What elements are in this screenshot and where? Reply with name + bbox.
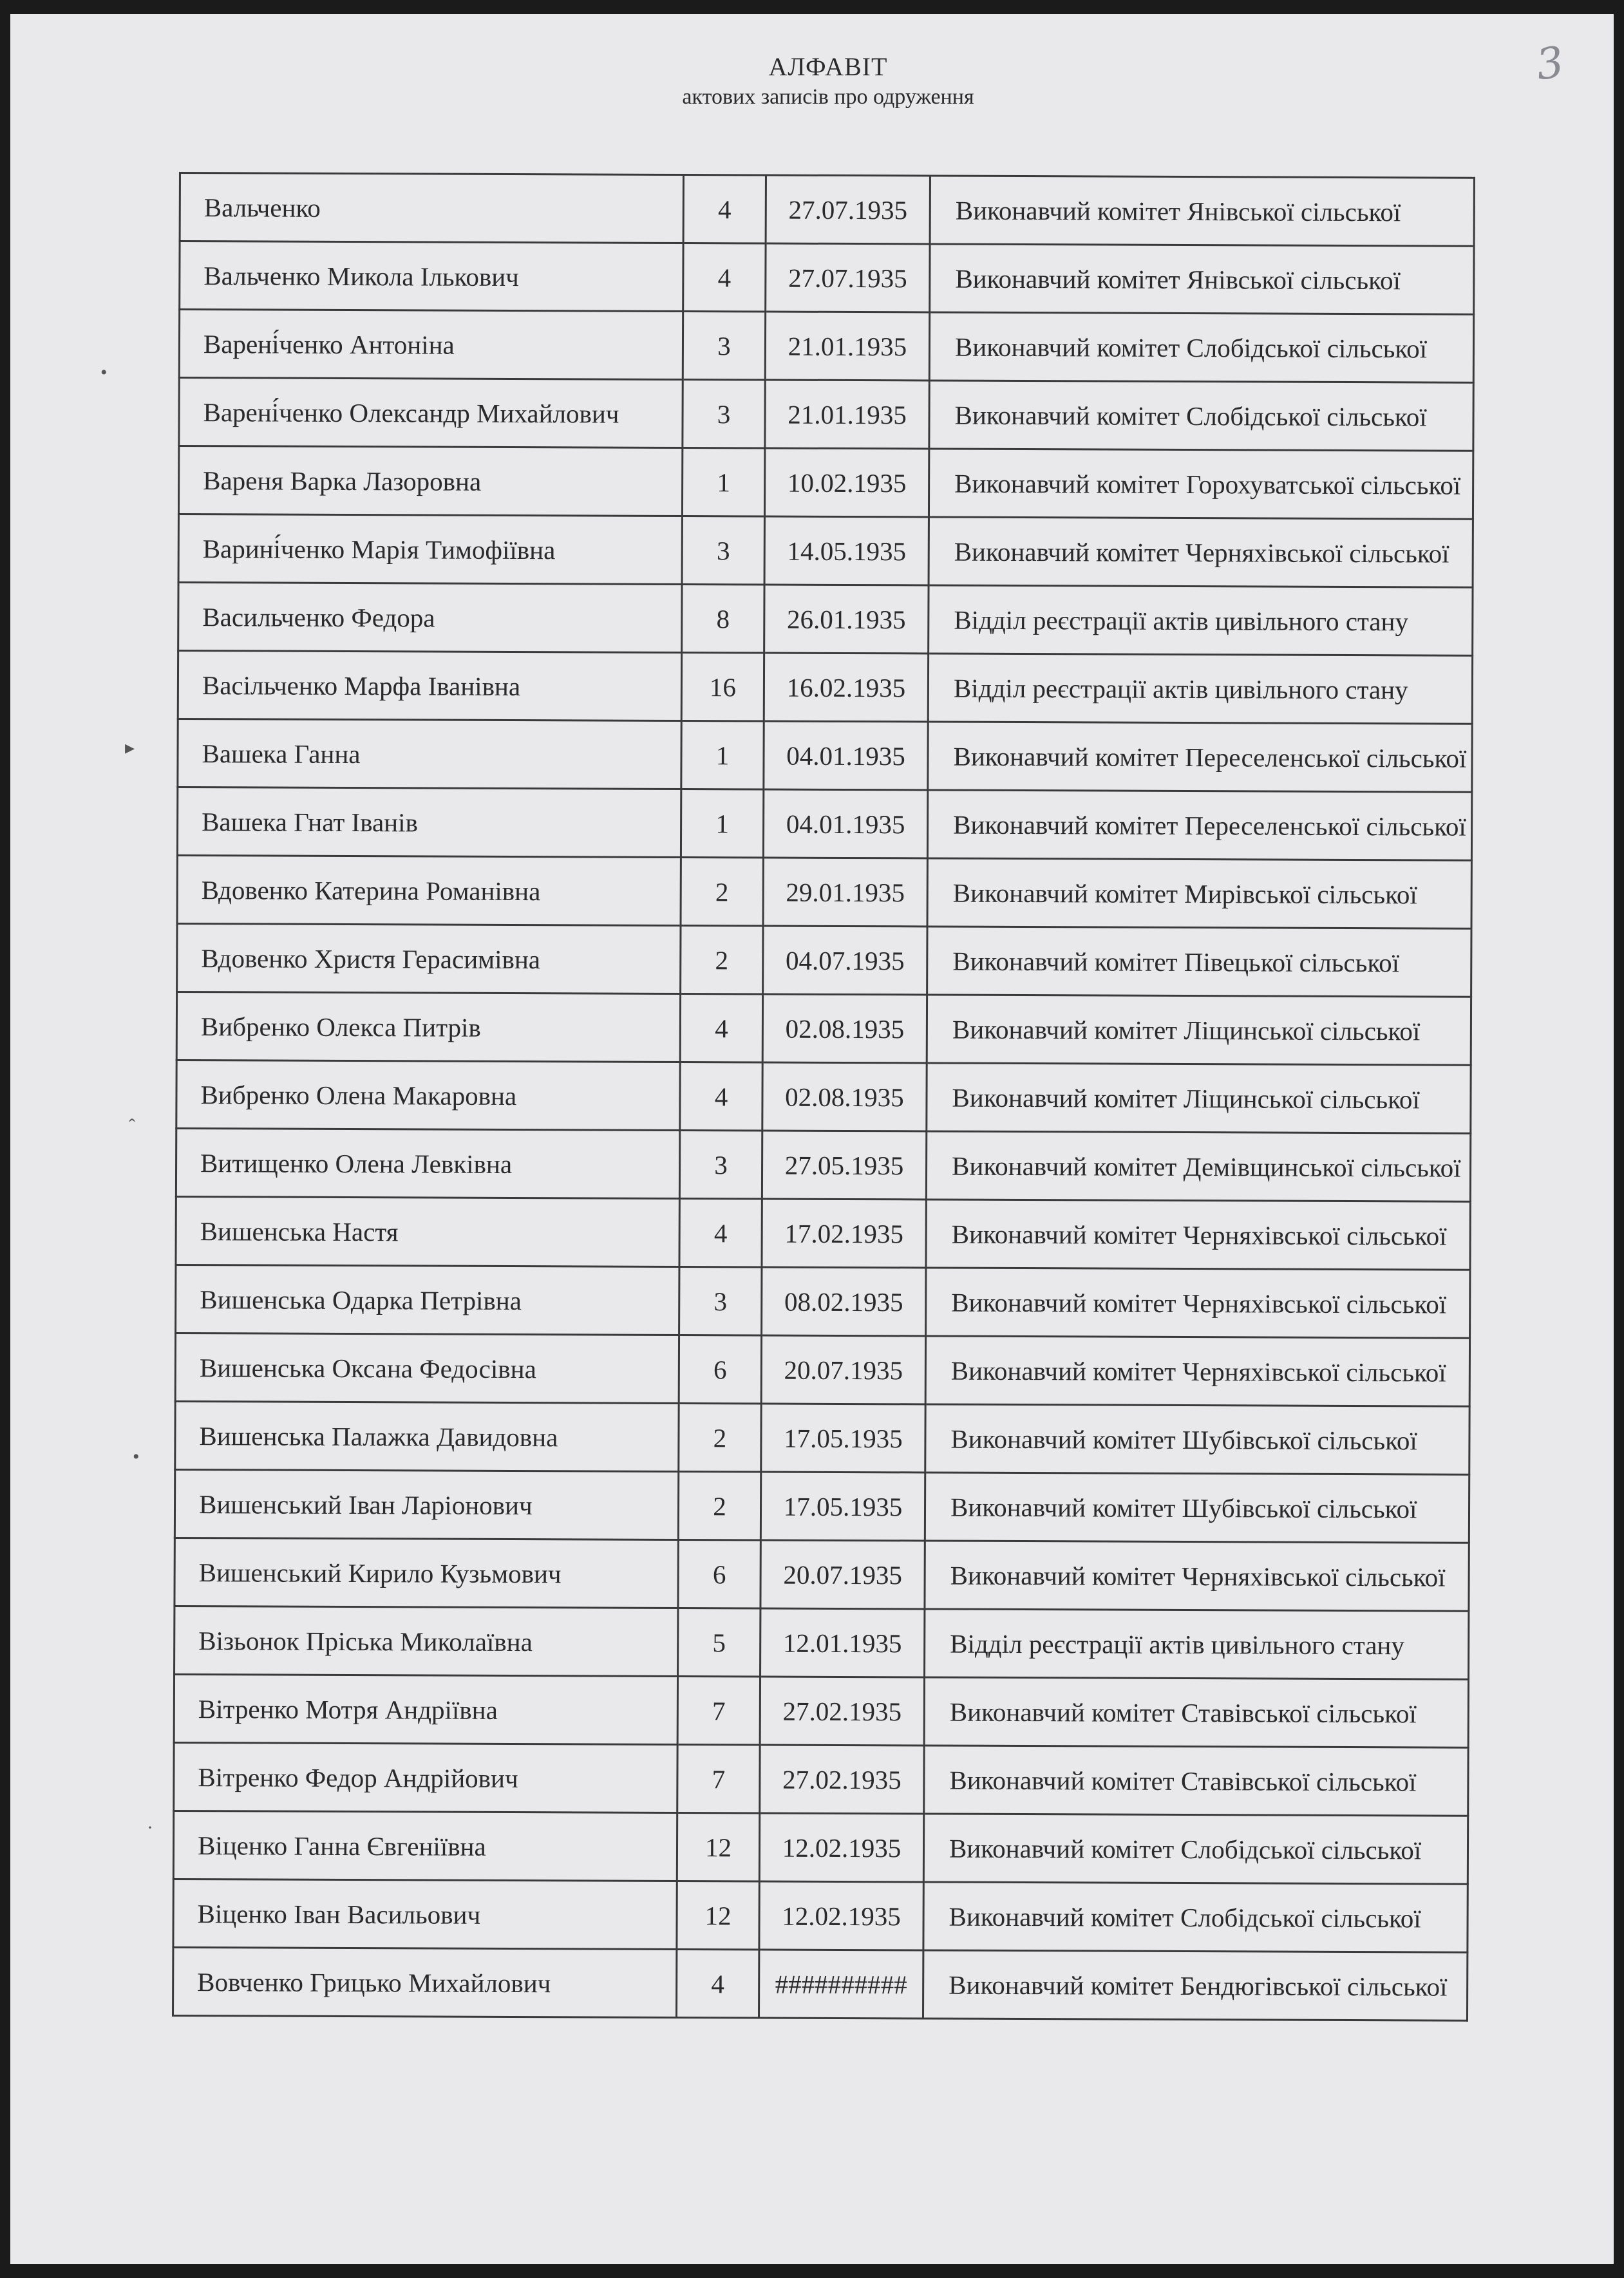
registration-date-cell: 20.07.1935 [761,1335,925,1404]
registering-authority-cell: Виконавчий комітет Шубівської сільської [925,1404,1469,1474]
surname-cell: Вашека Ганна [178,719,681,789]
record-number-cell: 4 [680,993,762,1062]
registering-authority-cell: Виконавчий комітет Переселенської сільської [927,790,1471,860]
surname-cell: Вдовенко Христя Герасимівна [177,923,681,993]
registering-authority-cell: Виконавчий комітет Янівської сільської [930,176,1474,246]
registering-authority-cell: Виконавчий комітет Горохуватської сільської [929,449,1473,519]
registration-date-cell: 27.02.1935 [760,1677,924,1746]
record-number-cell: 5 [678,1608,760,1676]
record-number-cell: 12 [677,1881,759,1949]
registration-date-cell: 27.02.1935 [760,1745,924,1814]
record-number-cell: 4 [676,1949,759,2017]
surname-cell: Васильченко Федора [178,583,682,653]
registration-date-cell: 21.01.1935 [765,312,929,381]
table-row [177,923,1471,997]
record-number-cell: 3 [679,1266,762,1335]
registration-date-cell: 17.05.1935 [761,1404,925,1473]
record-number-cell: 3 [682,516,764,585]
registration-date-cell: 17.05.1935 [760,1472,925,1541]
registration-date-cell: 10.02.1935 [764,448,929,517]
table-row [173,1947,1468,2020]
registering-authority-cell: Виконавчий комітет Півецької сільської [927,927,1471,997]
record-number-cell: 7 [677,1676,760,1744]
scan-speck: • [133,1446,140,1467]
table-row [180,241,1474,315]
registering-authority-cell: Виконавчий комітет Черняхівської сільської [925,1541,1469,1611]
surname-cell: Вибренко Олекса Питрів [176,992,680,1062]
table-row [175,1401,1469,1474]
registering-authority-cell: Виконавчий комітет Янівської сільської [930,244,1474,314]
registration-date-cell: 27.07.1935 [766,175,930,244]
record-number-cell: 3 [683,380,765,448]
registration-date-cell: 14.05.1935 [764,516,929,585]
registering-authority-cell: Виконавчий комітет Черняхівської сільської [925,1336,1469,1406]
registration-date-cell: 27.05.1935 [762,1131,926,1200]
record-number-cell: 1 [681,789,763,858]
record-number-cell: 4 [680,1062,762,1130]
record-number-cell: 1 [682,448,764,516]
surname-cell: Вишенська Одарка Петрівна [176,1265,679,1335]
record-number-cell: 7 [677,1744,760,1812]
registering-authority-cell: Виконавчий комітет Черняхівської сільської [929,517,1473,587]
record-number-cell: 6 [679,1335,761,1403]
record-number-cell: 4 [679,1198,762,1266]
record-number-cell: 3 [679,1130,762,1198]
table-row [176,1128,1470,1201]
registering-authority-cell: Відділ реєстрації актів цивільного стану [929,585,1473,655]
registering-authority-cell: Відділ реєстрації актів цивільного стану [925,1609,1469,1679]
record-number-cell: 4 [683,243,766,312]
surname-cell: Візьонок Пріська Миколаївна [175,1606,678,1676]
table-row [175,1333,1469,1406]
record-number-cell: 3 [683,312,765,380]
surname-cell: Вишенська Настя [176,1196,679,1266]
surname-cell: Вітренко Федор Андрійович [174,1742,677,1812]
registration-date-cell: ########## [759,1950,923,2019]
table-row [178,514,1473,588]
record-number-cell: 2 [678,1471,760,1539]
table-row [176,992,1471,1065]
registration-date-cell: 27.07.1935 [766,243,930,312]
surname-cell: Вовченко Грицько Михайлович [173,1947,677,2017]
surname-cell: Варені́ченко Олександр Михайлович [179,378,683,448]
table-row [178,446,1473,520]
surname-cell: Вишенська Палажка Давидовна [175,1401,679,1471]
table-row [173,1879,1468,1952]
record-number-cell: 2 [681,925,763,993]
table-row [173,1811,1468,1884]
registration-date-cell: 02.08.1935 [762,1062,927,1131]
registering-authority-cell: Виконавчий комітет Слобідської сільської [923,1814,1468,1884]
registration-date-cell: 21.01.1935 [765,380,929,449]
surname-cell: Васільченко Марфа Іванівна [178,651,681,721]
document-page [10,14,1614,2264]
surname-cell: Вашека Гнат Іванів [177,787,681,857]
registering-authority-cell: Виконавчий комітет Слобідської сільської [929,312,1473,382]
registering-authority-cell: Виконавчий комітет Ліщинської сільської [927,995,1471,1065]
surname-cell: Варині́ченко Марія Тимофіївна [178,514,682,585]
table-row [178,651,1472,724]
registration-date-cell: 29.01.1935 [763,858,927,927]
table-row [174,1742,1468,1816]
registration-date-cell: 12.02.1935 [759,1881,923,1950]
surname-cell: Віценко Ганна Євгеніївна [173,1811,677,1881]
registering-authority-cell: Виконавчий комітет Ліщинської сільської [927,1063,1471,1133]
table-row [175,1538,1469,1611]
record-number-cell: 2 [681,858,763,926]
registering-authority-cell: Виконавчий комітет Ставівської сільської [924,1746,1468,1816]
surname-cell: Витищенко Олена Левківна [176,1128,679,1198]
registration-date-cell: 20.07.1935 [760,1540,925,1609]
handwritten-page-number: 3 [1533,37,1567,90]
registry-table [172,172,1475,2022]
record-number-cell: 16 [681,653,764,721]
table-row [175,1606,1469,1679]
record-number-cell: 2 [679,1403,761,1471]
table-row [177,855,1471,928]
registration-date-cell: 12.01.1935 [760,1608,925,1677]
surname-cell: Вареня Варка Лазоровна [178,446,682,516]
registering-authority-cell: Виконавчий комітет Черняхівської сільської [926,1268,1470,1338]
table-row [176,1196,1470,1270]
table-row [176,1060,1471,1133]
registration-date-cell: 02.08.1935 [762,994,927,1063]
registering-authority-cell: Виконавчий комітет Слобідської сільської [923,1882,1468,1952]
table-row [176,1265,1470,1338]
scan-speck: ▸ [125,737,135,758]
surname-cell: Вишенський Кирило Кузьмович [175,1538,678,1608]
table-row [180,173,1474,247]
table-row [177,787,1471,860]
registering-authority-cell: Виконавчий комітет Переселенської сільської [928,722,1472,792]
scan-speck: • [100,362,108,383]
registering-authority-cell: Виконавчий комітет Шубівської сільської [925,1473,1469,1543]
surname-cell: Віценко Іван Васильович [173,1879,677,1949]
registering-authority-cell: Виконавчий комітет Слобідської сільської [929,381,1473,451]
surname-cell: Вишенська Оксана Федосівна [175,1333,679,1403]
record-number-cell: 12 [677,1812,759,1881]
registration-date-cell: 04.01.1935 [763,789,927,858]
surname-cell: Вдовенко Катерина Романівна [177,855,681,925]
surname-cell: Вітренко Мотря Андріївна [174,1674,677,1744]
record-number-cell: 4 [683,175,766,243]
table-row [175,1469,1469,1543]
registration-date-cell: 04.07.1935 [763,926,927,995]
registration-date-cell: 17.02.1935 [762,1199,926,1268]
registering-authority-cell: Виконавчий комітет Демівщинської сільської [926,1131,1470,1201]
scan-speck: ˆ [129,1115,135,1136]
record-number-cell: 6 [678,1539,760,1608]
registering-authority-cell: Відділ реєстрації актів цивільного стану [928,654,1472,724]
record-number-cell: 8 [682,585,764,653]
registry-table-body [173,173,1475,2021]
table-row [179,378,1473,451]
surname-cell: Вишенський Іван Ларіонович [175,1469,678,1539]
registration-date-cell: 04.01.1935 [764,721,928,790]
registering-authority-cell: Виконавчий комітет Ставівської сільської [924,1677,1468,1747]
surname-cell: Вибренко Олена Макаровна [176,1060,680,1130]
record-number-cell: 1 [681,721,764,789]
registration-date-cell: 26.01.1935 [764,585,929,654]
document-title: АЛФАВІТ [768,52,888,81]
document-subtitle: актових записів про одруження [682,85,974,109]
registration-date-cell: 12.02.1935 [759,1813,923,1882]
surname-cell: Варені́ченко Антоніна [179,310,683,380]
registering-authority-cell: Виконавчий комітет Бендюгівської сільської [923,1950,1467,2020]
table-row [179,310,1473,383]
surname-cell: Вальченко [180,173,683,243]
registering-authority-cell: Виконавчий комітет Черняхівської сільської [926,1200,1470,1270]
registration-date-cell: 16.02.1935 [764,653,928,722]
table-row [174,1674,1468,1747]
table-row [178,719,1472,792]
table-row [178,583,1473,656]
registering-authority-cell: Виконавчий комітет Мирівської сільської [927,858,1471,928]
scan-speck: · [147,1817,153,1838]
surname-cell: Вальченко Микола Ількович [180,241,683,312]
registration-date-cell: 08.02.1935 [762,1267,926,1336]
